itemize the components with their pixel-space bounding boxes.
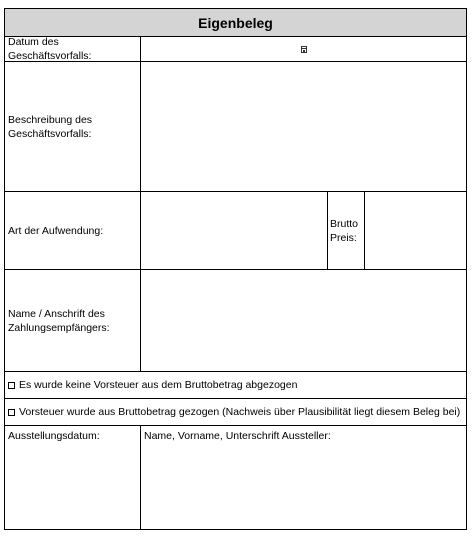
option-no-input-tax-row[interactable] xyxy=(4,372,467,399)
option-input-tax-row[interactable] xyxy=(4,399,467,426)
issue-date-cell[interactable] xyxy=(4,426,141,530)
form-title: Eigenbeleg xyxy=(4,8,467,37)
description-label-cell xyxy=(4,62,141,192)
description-label: Beschreibung des Geschäftsvorfalls: xyxy=(8,113,93,140)
recipient-label: Name / Anschrift des Zahlungsempfängers: xyxy=(8,307,110,334)
receipt-form xyxy=(4,8,467,530)
issue-date-label: Ausstellungsdatum: xyxy=(8,430,100,442)
signature-cell[interactable] xyxy=(141,426,467,530)
date-label: Datum des Geschäftsvorfalls: xyxy=(8,37,92,62)
description-field[interactable] xyxy=(141,62,467,192)
gross-price-label-cell xyxy=(328,192,365,270)
expense-type-label: Art der Aufwendung: xyxy=(8,224,104,237)
gross-price-label: Brutto Preis: xyxy=(330,217,359,244)
expense-type-field[interactable] xyxy=(141,192,328,270)
checkbox-no-input-tax[interactable] xyxy=(8,382,15,389)
recipient-label-cell xyxy=(4,270,141,372)
date-field[interactable] xyxy=(141,37,467,62)
calendar-icon[interactable] xyxy=(301,46,307,53)
recipient-field[interactable] xyxy=(141,270,467,372)
expense-type-label-cell xyxy=(4,192,141,270)
gross-price-field[interactable] xyxy=(365,192,467,270)
checkbox-input-tax[interactable] xyxy=(8,409,15,416)
signature-label: Name, Vorname, Unterschrift Aussteller: xyxy=(144,430,331,442)
option-input-tax-label: Vorsteuer wurde aus Bruttobetrag gezogen (Nachweis über Plausibilität liegt diesem Beleg bei) xyxy=(19,406,461,418)
option-no-input-tax-label: Es wurde keine Vorsteuer aus dem Bruttobetrag abgezogen xyxy=(19,379,298,391)
date-label-cell xyxy=(4,37,141,62)
